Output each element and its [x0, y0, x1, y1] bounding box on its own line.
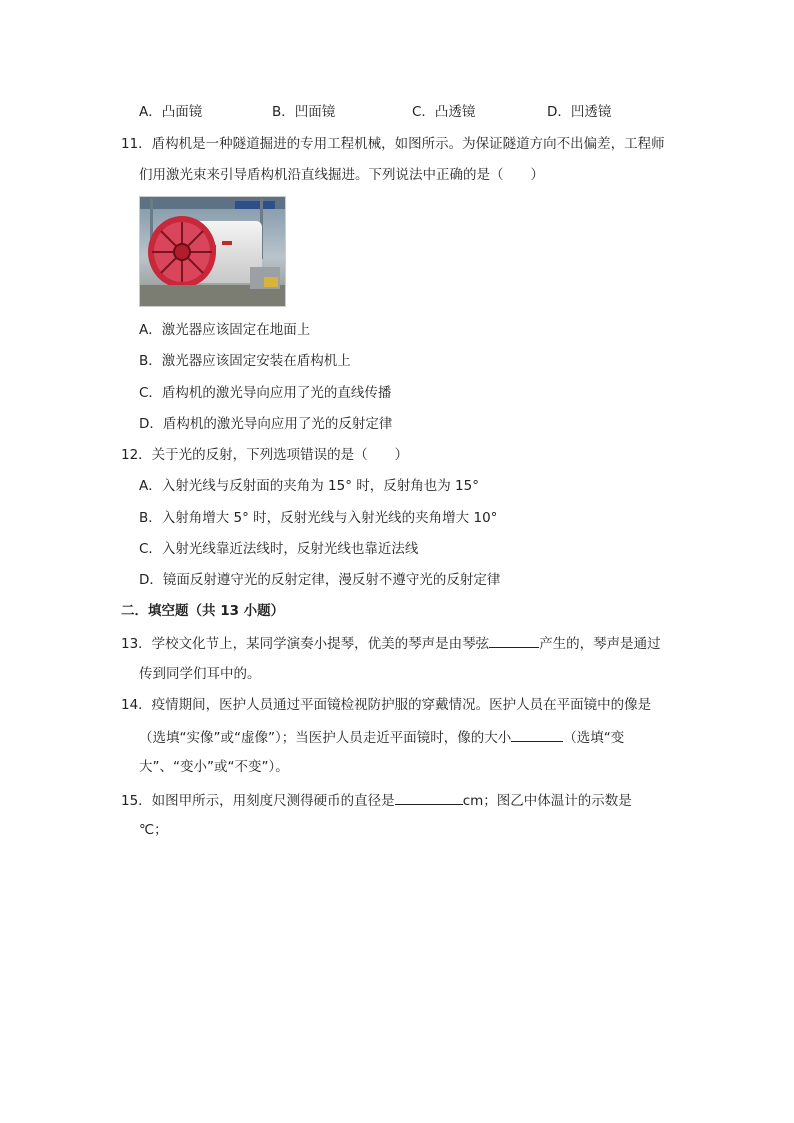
- q14-text-a: （选填“实像”或“虚像”）；当医护人员走近平面镜时，像的大小: [139, 730, 512, 746]
- q12-option-a[interactable]: A．入射光线与反射面的夹角为 15° 时，反射角也为 15°: [139, 478, 479, 494]
- q15-line2: ℃；: [139, 822, 168, 838]
- q11-option-b[interactable]: B．激光器应该固定安装在盾构机上: [139, 353, 351, 369]
- q12-option-b[interactable]: B．入射角增大 5° 时，反射光线与入射光线的夹角增大 10°: [139, 510, 498, 526]
- q12-option-c[interactable]: C．入射光线靠近法线时，反射光线也靠近法线: [139, 541, 419, 557]
- q15-blank-1[interactable]: [395, 789, 463, 805]
- q10-option-a[interactable]: A．凸面镜: [139, 104, 203, 120]
- q11-option-d[interactable]: D．盾构机的激光导向应用了光的反射定律: [139, 416, 393, 432]
- q10-option-b[interactable]: B．凹面镜: [272, 104, 336, 120]
- q14-line1: 14．疫情期间，医护人员通过平面镜检视防护服的穿戴情况。医护人员在平面镜中的像是: [121, 697, 652, 713]
- q10-option-d[interactable]: D．凹透镜: [547, 104, 612, 120]
- q10-option-c[interactable]: C．凸透镜: [412, 104, 476, 120]
- q15-text-a: 15．如图甲所示，用刻度尺测得硬币的直径是: [121, 793, 395, 809]
- q12-option-d[interactable]: D．镜面反射遵守光的反射定律，漫反射不遵守光的反射定律: [139, 572, 501, 588]
- q11-stem-line1: 11．盾构机是一种隧道掘进的专用工程机械，如图所示。为保证隧道方向不出偏差，工程师: [121, 136, 665, 152]
- q13-blank-1[interactable]: [489, 632, 539, 648]
- q15-text-b: cm；图乙中体温计的示数是: [462, 793, 632, 809]
- q11-option-c[interactable]: C．盾构机的激光导向应用了光的直线传播: [139, 385, 392, 401]
- q13-text-a: 13．学校文化节上，某同学演奏小提琴，优美的琴声是由琴弦: [121, 636, 490, 652]
- q14-blank-2[interactable]: [511, 726, 563, 742]
- q13-line1: [121, 632, 661, 654]
- q15-line1: [121, 789, 632, 811]
- q14-line3: 大”、“变小”或“不变”）。: [139, 759, 289, 775]
- q13-line2: 传到同学们耳中的。: [139, 666, 261, 682]
- q11-option-a[interactable]: A．激光器应该固定在地面上: [139, 322, 311, 338]
- q10-options: [0, 102, 794, 122]
- q13-text-b: 产生的，琴声是通过: [539, 636, 661, 652]
- q14-line2: [139, 726, 624, 748]
- section-title-fill-in: 二．填空题（共 13 小题）: [121, 603, 285, 619]
- q14-text-b: （选填“变: [563, 730, 625, 746]
- q11-stem-line2: 们用激光束来引导盾构机沿直线掘进。下列说法中正确的是（ ）: [139, 167, 544, 183]
- tunnel-boring-machine-photo: [139, 196, 286, 307]
- q12-stem: 12．关于光的反射，下列选项错误的是（ ）: [121, 447, 409, 463]
